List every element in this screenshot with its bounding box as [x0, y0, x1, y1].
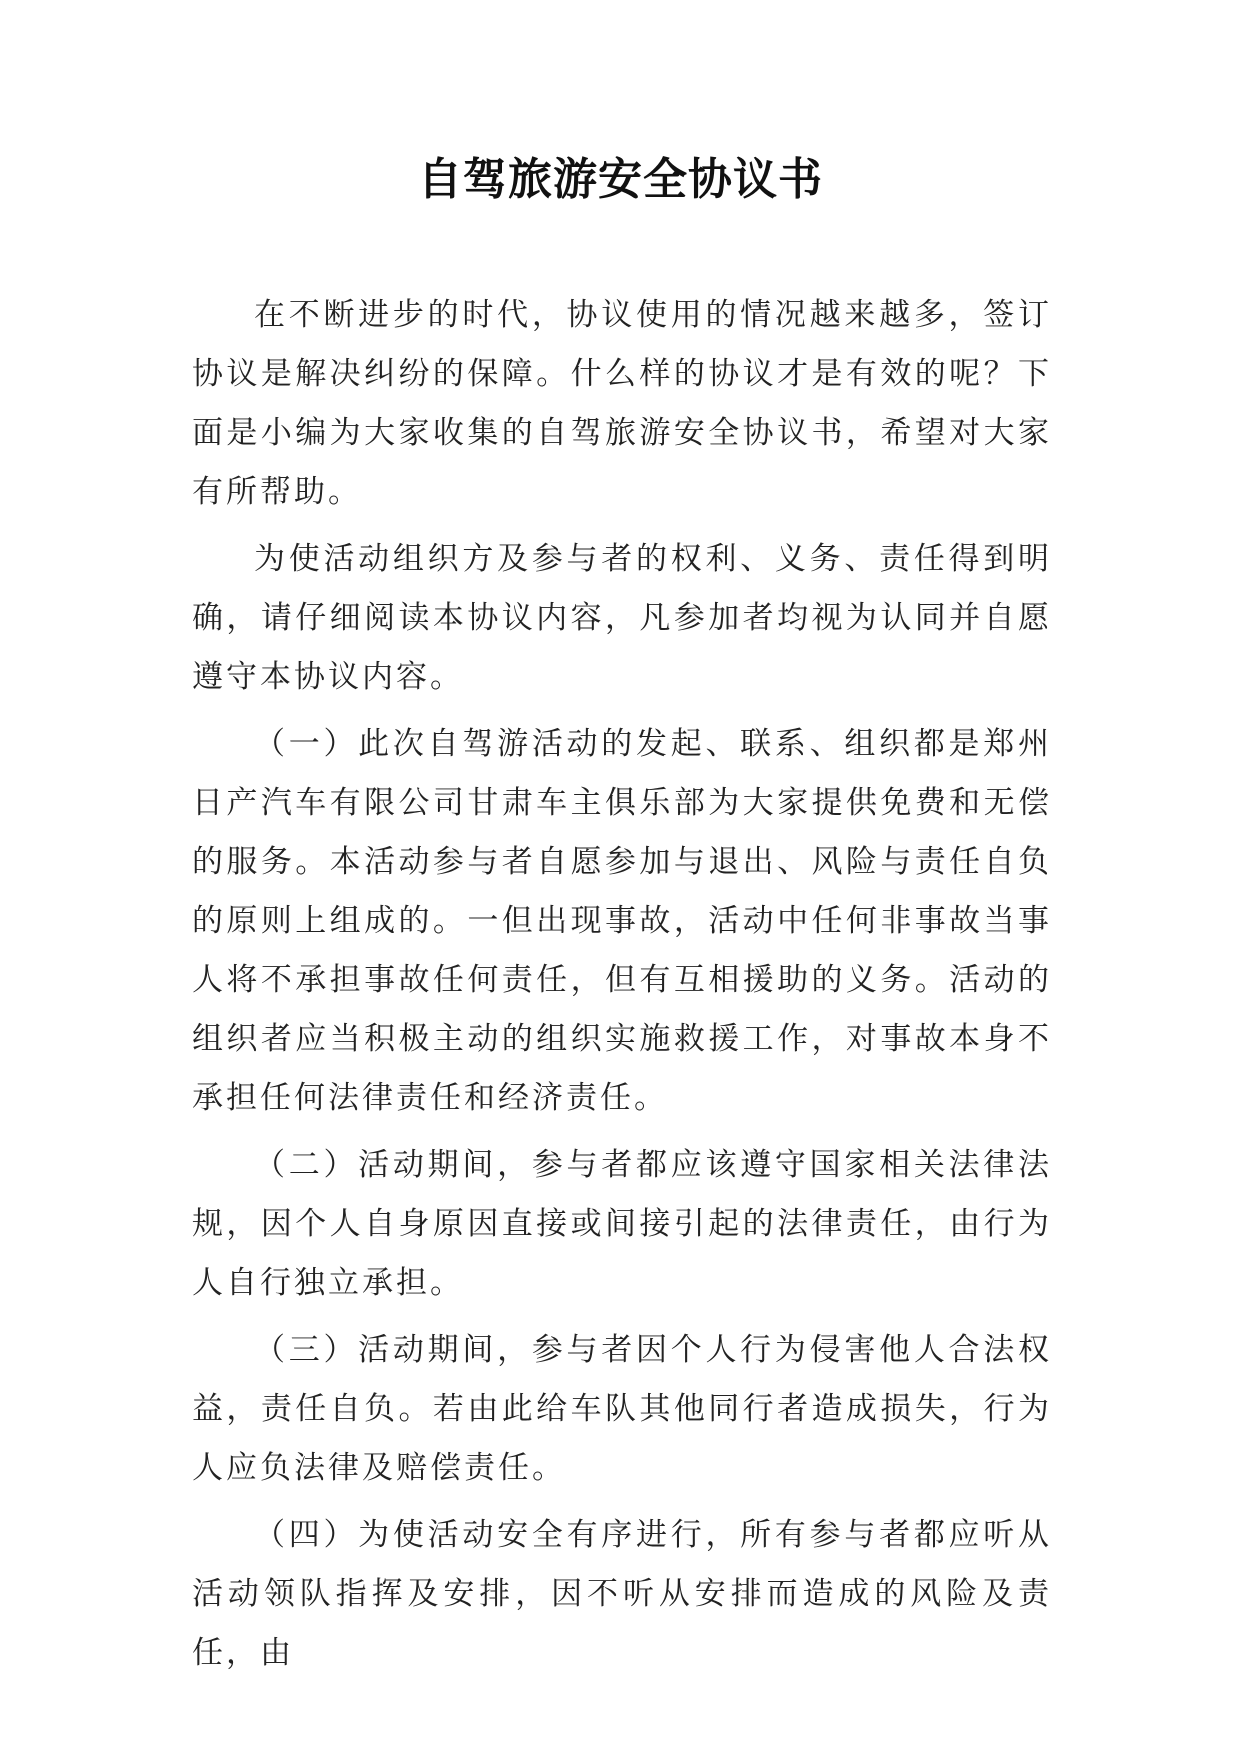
document-body: [192, 286, 1052, 1691]
clause-1-paragraph: （一）此次自驾游活动的发起、联系、组织都是郑州日产汽车有限公司甘肃车主俱乐部为大家提供免费和无偿的服务。本活动参与者自愿参加与退出、风险与责任自负的原则上组成的。一但出现事故，活动中任何非事故当事人将不承担事故任何责任，但有互相援助的义务。活动的组织者应当积极主动的组织实施救援工作，对事故本身不承担任何法律责任和经济责任。: [192, 726, 1052, 1116]
purpose-paragraph: 为使活动组织方及参与者的权利、义务、责任得到明确，请仔细阅读本协议内容，凡参加者均视为认同并自愿遵守本协议内容。: [192, 541, 1052, 695]
intro-paragraph: 在不断进步的时代，协议使用的情况越来越多，签订协议是解决纠纷的保障。什么样的协议才是有效的呢？下面是小编为大家收集的自驾旅游安全协议书，希望对大家有所帮助。: [192, 297, 1052, 510]
document-title: 自驾旅游安全协议书: [418, 154, 823, 205]
clause-4-paragraph: （四）为使活动安全有序进行，所有参与者都应听从活动领队指挥及安排，因不听从安排而造成的风险及责任，由: [192, 1517, 1052, 1671]
clause-3-paragraph: （三）活动期间，参与者因个人行为侵害他人合法权益，责任自负。若由此给车队其他同行者造成损失，行为人应负法律及赔偿责任。: [192, 1332, 1052, 1486]
clause-2-paragraph: （二）活动期间，参与者都应该遵守国家相关法律法规，因个人自身原因直接或间接引起的法律责任，由行为人自行独立承担。: [192, 1147, 1052, 1301]
